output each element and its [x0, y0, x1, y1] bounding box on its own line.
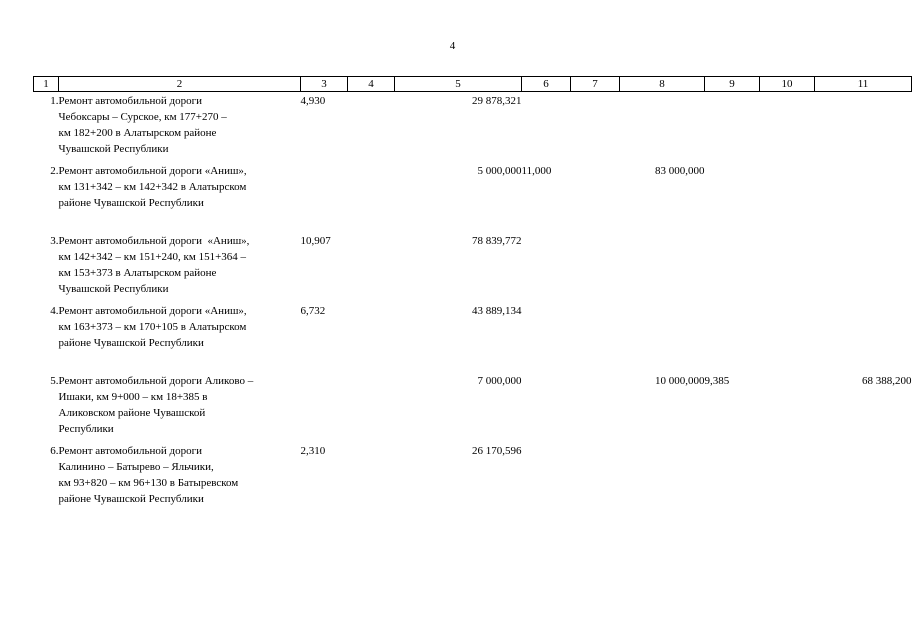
cell-col10	[760, 303, 815, 373]
cell-col10	[760, 233, 815, 303]
table-row	[34, 303, 912, 373]
road-description	[59, 373, 301, 443]
cell-col5: 78 839,772	[472, 235, 522, 247]
cell-col7	[571, 233, 620, 303]
col-header-8: 8	[620, 77, 705, 92]
cell-col4	[348, 233, 395, 303]
cell-col5: 7 000,000	[477, 375, 522, 387]
row-number: 3.	[50, 235, 59, 247]
cell-col8: 83 000,000	[655, 165, 705, 177]
description-line: км 182+200 в Алатырском районе	[58, 127, 217, 139]
cell-col6	[522, 233, 571, 303]
cell-col9	[705, 233, 760, 303]
description-line: Ремонт автомобильной дороги	[58, 95, 202, 107]
col-header-10: 10	[760, 77, 815, 92]
cell-col8	[620, 92, 705, 164]
description-line: Ишаки, км 9+000 – км 18+385 в	[58, 391, 208, 403]
row-number: 2.	[50, 165, 59, 177]
road-description	[59, 303, 301, 373]
description-line: Ремонт автомобильной дороги Аликово –	[58, 375, 254, 387]
cell-col6: 11,000	[521, 165, 552, 177]
description-line: Аликовском районе Чувашской	[58, 407, 206, 419]
cell-col3	[301, 373, 348, 443]
road-description	[59, 443, 301, 513]
description-line: Ремонт автомобильной дороги «Аниш»,	[58, 165, 247, 177]
roads-table	[33, 76, 912, 513]
description-line: км 153+373 в Алатырском районе	[58, 267, 217, 279]
description-line: км 163+373 – км 170+105 в Алатырском	[58, 321, 247, 333]
cell-col9	[705, 443, 760, 513]
road-description	[59, 233, 301, 303]
row-number: 5.	[50, 375, 59, 387]
row-number: 1.	[50, 95, 59, 107]
page-number: 4	[449, 40, 456, 52]
cell-col9	[705, 303, 760, 373]
cell-col10	[760, 443, 815, 513]
cell-col11	[815, 443, 912, 513]
cell-col5: 5 000,000	[477, 165, 522, 177]
road-description	[59, 163, 301, 233]
table-row	[34, 373, 912, 443]
description-line: Республики	[58, 423, 114, 435]
cell-col8	[620, 443, 705, 513]
cell-col11	[815, 303, 912, 373]
description-spacer	[59, 351, 301, 367]
cell-col5: 43 889,134	[472, 305, 522, 317]
cell-col7	[571, 373, 620, 443]
cell-col9	[705, 92, 760, 164]
description-line: районе Чувашской Республики	[58, 493, 204, 505]
col-header-6: 6	[522, 77, 571, 92]
cell-col7	[571, 163, 620, 233]
table-row	[34, 163, 912, 233]
col-header-1: 1	[34, 77, 59, 92]
cell-col11	[815, 163, 912, 233]
col-header-2: 2	[59, 77, 301, 92]
col-header-11: 11	[815, 77, 912, 92]
table-row	[34, 92, 912, 164]
cell-col4	[348, 373, 395, 443]
cell-col3: 6,732	[300, 305, 326, 317]
col-header-4: 4	[348, 77, 395, 92]
description-line: районе Чувашской Республики	[58, 337, 204, 349]
description-line: районе Чувашской Республики	[58, 197, 204, 209]
cell-col6	[522, 373, 571, 443]
row-number: 4.	[50, 305, 59, 317]
description-line: км 142+342 – км 151+240, км 151+364 –	[58, 251, 247, 263]
cell-col10	[760, 373, 815, 443]
table-row	[34, 233, 912, 303]
description-line: Калинино – Батырево – Яльчики,	[58, 461, 214, 473]
cell-col3: 4,930	[300, 95, 326, 107]
cell-col6	[522, 92, 571, 164]
cell-col7	[571, 443, 620, 513]
cell-col7	[571, 303, 620, 373]
road-description	[59, 92, 301, 164]
header-row	[34, 77, 912, 92]
cell-col9	[705, 163, 760, 233]
cell-col5: 29 878,321	[472, 95, 522, 107]
cell-col10	[760, 163, 815, 233]
cell-col11: 68 388,200	[862, 375, 912, 387]
cell-col6	[522, 303, 571, 373]
cell-col11	[815, 233, 912, 303]
cell-col8	[620, 303, 705, 373]
col-header-5: 5	[395, 77, 522, 92]
row-number: 6.	[50, 445, 59, 457]
col-header-7: 7	[571, 77, 620, 92]
description-line: Ремонт автомобильной дороги	[58, 445, 202, 457]
cell-col8: 10 000,000	[655, 375, 705, 387]
cell-col3: 10,907	[300, 235, 331, 247]
col-header-9: 9	[705, 77, 760, 92]
col-header-3: 3	[301, 77, 348, 92]
description-line: км 93+820 – км 96+130 в Батыревском	[58, 477, 239, 489]
cell-col5: 26 170,596	[472, 445, 522, 457]
cell-col4	[348, 303, 395, 373]
cell-col11	[815, 92, 912, 164]
description-line: Ремонт автомобильной дороги «Аниш»,	[58, 235, 250, 247]
cell-col4	[348, 163, 395, 233]
cell-col10	[760, 92, 815, 164]
cell-col4	[348, 92, 395, 164]
description-line: Чувашской Республики	[58, 143, 169, 155]
table-row	[34, 443, 912, 513]
cell-col6	[522, 443, 571, 513]
cell-col4	[348, 443, 395, 513]
description-spacer	[59, 211, 301, 227]
cell-col7	[571, 92, 620, 164]
cell-col8	[620, 233, 705, 303]
cell-col3	[301, 163, 348, 233]
description-line: Ремонт автомобильной дороги «Аниш»,	[58, 305, 247, 317]
description-line: Чебоксары – Сурское, км 177+270 –	[58, 111, 227, 123]
cell-col9: 9,385	[704, 375, 730, 387]
description-line: км 131+342 – км 142+342 в Алатырском	[58, 181, 247, 193]
cell-col3: 2,310	[300, 445, 326, 457]
description-line: Чувашской Республики	[58, 283, 169, 295]
